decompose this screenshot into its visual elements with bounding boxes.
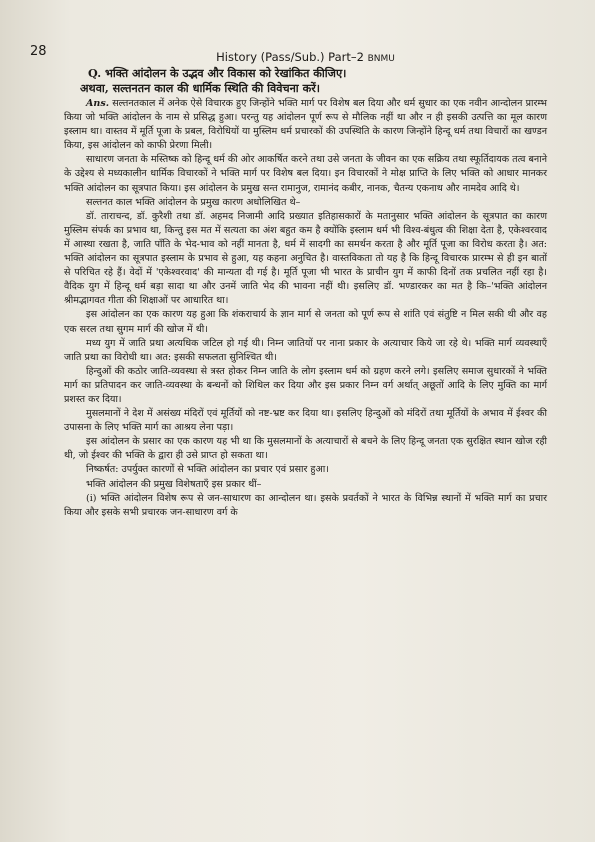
answer-paragraph-6: मध्य युग में जाति प्रथा अत्यधिक जटिल हो गई थी। निम्न जातियों पर नाना प्रकार के अत्याचार किये जा रहे थे। भक्ति मार्ग व्यवस्थाएँ जाति प्रथा का विरोधी था। अत: इसकी सफलता सुनिश्चित थी। [64, 337, 547, 363]
question-alternative: अथवा, सल्तनतन काल की धार्मिक स्थिति की विवेचना करें। [80, 81, 321, 95]
answer-paragraph-2: साधारण जनता के मस्तिष्क को हिन्दू धर्म की ओर आकर्षित करने तथा उसे जनता के जीवन का एक सक्रिय तथा स्फूर्तिदायक तत्व बनाने के उद्देश्य से मध्यकालीन धार्मिक विचारकों ने भक्ति मार्ग पर विशेष बल दिया। इन विचारकों ने मोक्ष प्राप्ति के लिए भक्ति को आधार मानकर भक्ति आंदोलन का सूत्रपात किया। इस आंदोलन के प्रमुख सन्त रामानुज, रामानंद कबीर, नानक, चैतन्य एकनाथ और नामदेव आदि थे। [64, 154, 547, 194]
answer-paragraph-8: मुसलमानों ने देश में असंख्य मंदिरों एवं मूर्तियों को नष्ट-भ्रष्ट कर दिया था। इसलिए हिन्दुओं को मंदिरों तथा मूर्तियों के अभाव में ईश्वर की उपासना के लिए भक्ति मार्ग का आश्रय लेना पड़ा। [64, 408, 547, 434]
answer-paragraph-7: हिन्दुओं की कठोर जाति-व्यवस्था से त्रस्त होकर निम्न जाति के लोग इस्लाम धर्म को ग्रहण करने लगे। इसलिए समाज सुधारकों ने भक्ति मार्ग का प्रतिपादन कर जाति-व्यवस्था के बन्धनों को शिथिल कर दिया और इस प्रकार निम्न वर्ग अर्थात् अछूतों आदि के लिए मुक्ति का मार्ग प्रशस्त कर दिया। [64, 365, 547, 405]
page-number: 28 [30, 44, 47, 59]
answer-label: Ans. [86, 98, 110, 109]
answer-paragraph-12: (i) भक्ति आंदोलन विशेष रूप से जन-साधारण का आन्दोलन था। इसके प्रवर्तकों ने भारत के विभिन्न स्थानों में भक्ति मार्ग का प्रचार किया और इसके सभी प्रचारक जन-साधारण वर्ग के [64, 492, 547, 518]
answer-paragraph-5: इस आंदोलन का एक कारण यह हुआ कि शंकराचार्य के ज्ञान मार्ग से जनता को पूर्ण रूप से शांति एवं संतुष्टि न मिल सकी थी और वह एक सरल तथा सुगम मार्ग की खोज में थी। [64, 309, 547, 335]
running-title-suffix: BNMU [367, 54, 395, 64]
running-title-text: History (Pass/Sub.) Part–2 [216, 50, 364, 64]
answer-paragraph-3: सल्तनत काल भक्ति आंदोलन के प्रमुख कारण अधोलिखित थे– [86, 196, 301, 208]
answer-paragraph-10: निष्कर्षत: उपर्युक्त कारणों से भक्ति आंदोलन का प्रचार एवं प्रसार हुआ। [86, 464, 329, 476]
answer-paragraph-4: डॉ. ताराचन्द, डॉ. कुरैशी तथा डॉ. अहमद निजामी आदि प्रख्यात इतिहासकारों के मतानुसार भक्ति आंदोलन के सूत्रपात का कारण मुस्लिम संपर्क का प्रभाव था, किन्तु इस मत में सत्यता का अंश बहुत कम है क्योंकि इस्लाम धर्म भी विश्व-बंधुत्व की शिक्षा देता है, एकेश्वरवाद में आस्था रखता है, जाति पाँति के भेद-भाव को नहीं मानता है, धर्म में सादगी का समर्थन करता है और मूर्ति पूजा का विरोध करता है। अत: भक्ति आंदोलन का सूत्रपात इस्लाम के प्रभाव से हुआ, यह कहना अनुचित है। वास्तविकता तो यह है कि हिन्दू विचारक प्रारम्भ से ही इन बातों से परिचित रहे हैं। वेदों में 'एकेश्वरवाद' की मान्यता दी गई है। मूर्ति पूजा भी भारत के प्राचीन युग में काफी दिनों तक प्रचलित नहीं रहा है। वैदिक युग में हिन्दू धर्म बड़ा सादा था और उनमें जाति भेद की भावना नहीं थी। इसलिए डॉ. भण्डारकर का मत है कि–'भक्ति आंदोलन श्रीमद्भागवत गीता की शिक्षाओं पर आधारित था। [64, 210, 547, 307]
answer-paragraph-9: इस आंदोलन के प्रसार का एक कारण यह भी था कि मुसलमानों के अत्याचारों से बचने के लिए हिन्दू जनता एक सुरक्षित स्थान खोज रही थी, जो ईश्वर की भक्ति के द्वारा ही उसे प्राप्त हो सकता था। [64, 436, 547, 462]
answer-paragraph-11: भक्ति आंदोलन की प्रमुख विशेषताएँ इस प्रकार थीं– [86, 478, 262, 490]
answer-paragraph-1-text: सल्तनतकाल में अनेक ऐसे विचारक हुए जिन्होंने भक्ति मार्ग पर विशेष बल दिया और धर्म सुधार का एक नवीन आन्दोलन प्रारम्भ किया जो भक्ति आंदोलन के नाम से प्रसिद्ध हुआ। परन्तु यह आंदोलन पूर्ण रूप से मौलिक नहीं था और न ही इसकी उत्पत्ति का मूल कारण इस्लाम था। वास्तव में मूर्ति पूजा के प्रबल, विरोधियों या मुस्लिम धर्म प्रचारकों की उपस्थिति के कारण जिन्होंने हिन्दू धर्म तथा विचारों का खण्डन किया, इस आंदोलन को काफी प्रेरणा मिली। [64, 98, 547, 152]
page-header [30, 38, 547, 66]
answer-paragraph-1 [64, 97, 547, 153]
running-title [64, 38, 547, 64]
question-title: Q. भक्ति आंदोलन के उद्भव और विकास को रेखांकित कीजिए। [88, 66, 347, 80]
